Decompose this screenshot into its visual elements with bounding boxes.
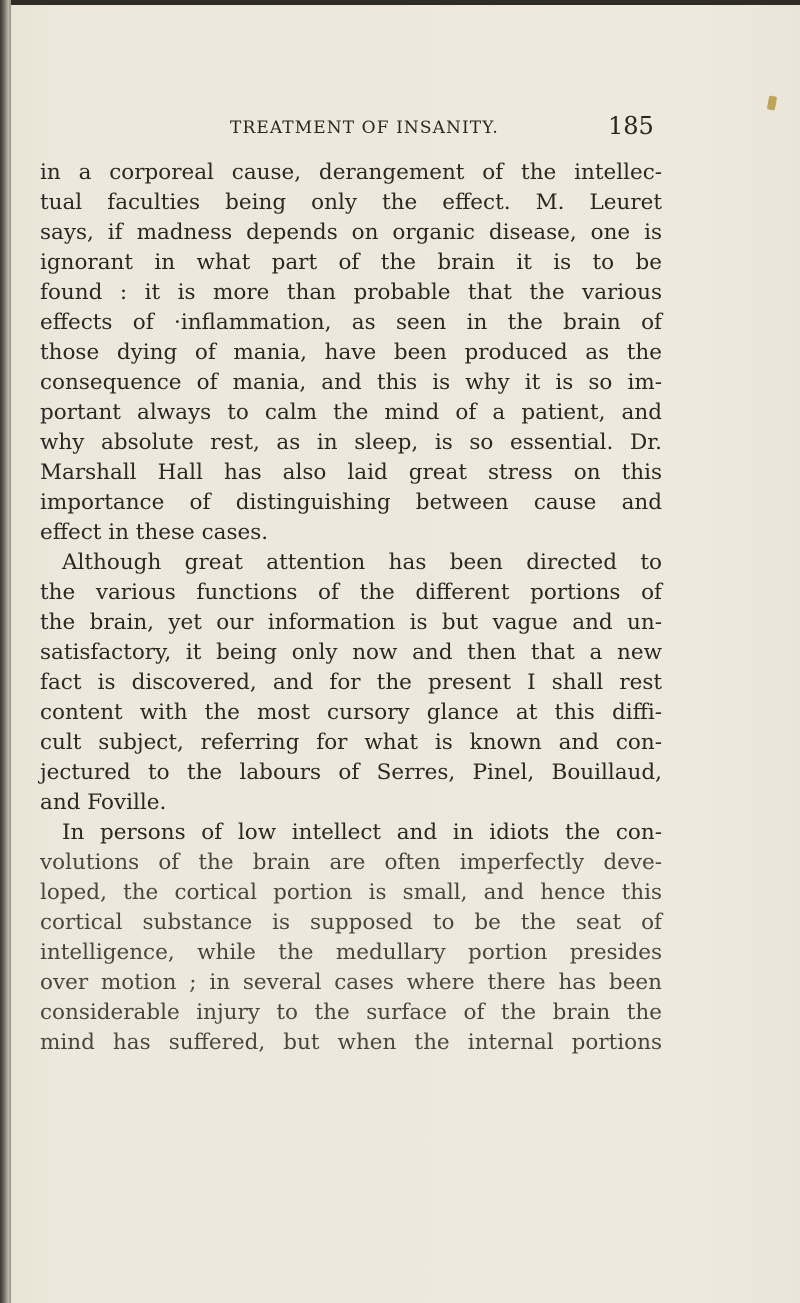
- page-top-edge: [0, 0, 800, 5]
- text-line: satisfactory, it being only now and then that a new: [40, 640, 662, 665]
- text-line: considerable injury to the surface of the brain the: [40, 1000, 662, 1025]
- paragraph-first-line: Although great attention has been directed to: [62, 550, 662, 575]
- running-head: TREATMENT OF INSANITY.: [230, 118, 499, 138]
- text-line: Marshall Hall has also laid great stress on this: [40, 460, 662, 485]
- page-number: 185: [608, 112, 654, 140]
- text-line: tual faculties being only the effect. M. Leuret: [40, 190, 662, 215]
- text-line: in a corporeal cause, derangement of the intellec-: [40, 160, 662, 185]
- text-line: cult subject, referring for what is known and con-: [40, 730, 662, 755]
- page-binding-edge: [0, 0, 9, 1303]
- text-line: fact is discovered, and for the present I shall rest: [40, 670, 662, 695]
- text-line: consequence of mania, and this is why it is so im-: [40, 370, 662, 395]
- text-line: the brain, yet our information is but vague and un-: [40, 610, 662, 635]
- paper-stain-mark: [767, 95, 777, 110]
- page-binding-shadow: [9, 0, 11, 1303]
- text-line: effect in these cases.: [40, 520, 269, 545]
- text-line: loped, the cortical portion is small, and hence this: [40, 880, 662, 905]
- text-line: cortical substance is supposed to be the seat of: [40, 910, 662, 935]
- text-line: ignorant in what part of the brain it is to be: [40, 250, 662, 275]
- text-line: the various functions of the different portions of: [40, 580, 662, 605]
- paragraph-first-line: In persons of low intellect and in idiots the con-: [62, 820, 662, 845]
- text-line: intelligence, while the medullary portion presides: [40, 940, 662, 965]
- text-line: why absolute rest, as in sleep, is so essential. Dr.: [40, 430, 662, 455]
- text-line: content with the most cursory glance at this diffi-: [40, 700, 662, 725]
- text-line: jectured to the labours of Serres, Pinel, Bouillaud,: [40, 760, 662, 785]
- text-line: those dying of mania, have been produced as the: [40, 340, 662, 365]
- text-line: over motion ; in several cases where there has been: [40, 970, 662, 995]
- text-line: says, if madness depends on organic disease, one is: [40, 220, 662, 245]
- text-line: mind has suffered, but when the internal portions: [40, 1030, 662, 1055]
- text-line: found : it is more than probable that the various: [40, 280, 662, 305]
- text-line: effects of ·inflammation, as seen in the brain of: [40, 310, 662, 335]
- text-line: portant always to calm the mind of a patient, and: [40, 400, 662, 425]
- text-line: volutions of the brain are often imperfectly deve-: [40, 850, 662, 875]
- text-line: and Foville.: [40, 790, 167, 815]
- text-line: importance of distinguishing between cause and: [40, 490, 662, 515]
